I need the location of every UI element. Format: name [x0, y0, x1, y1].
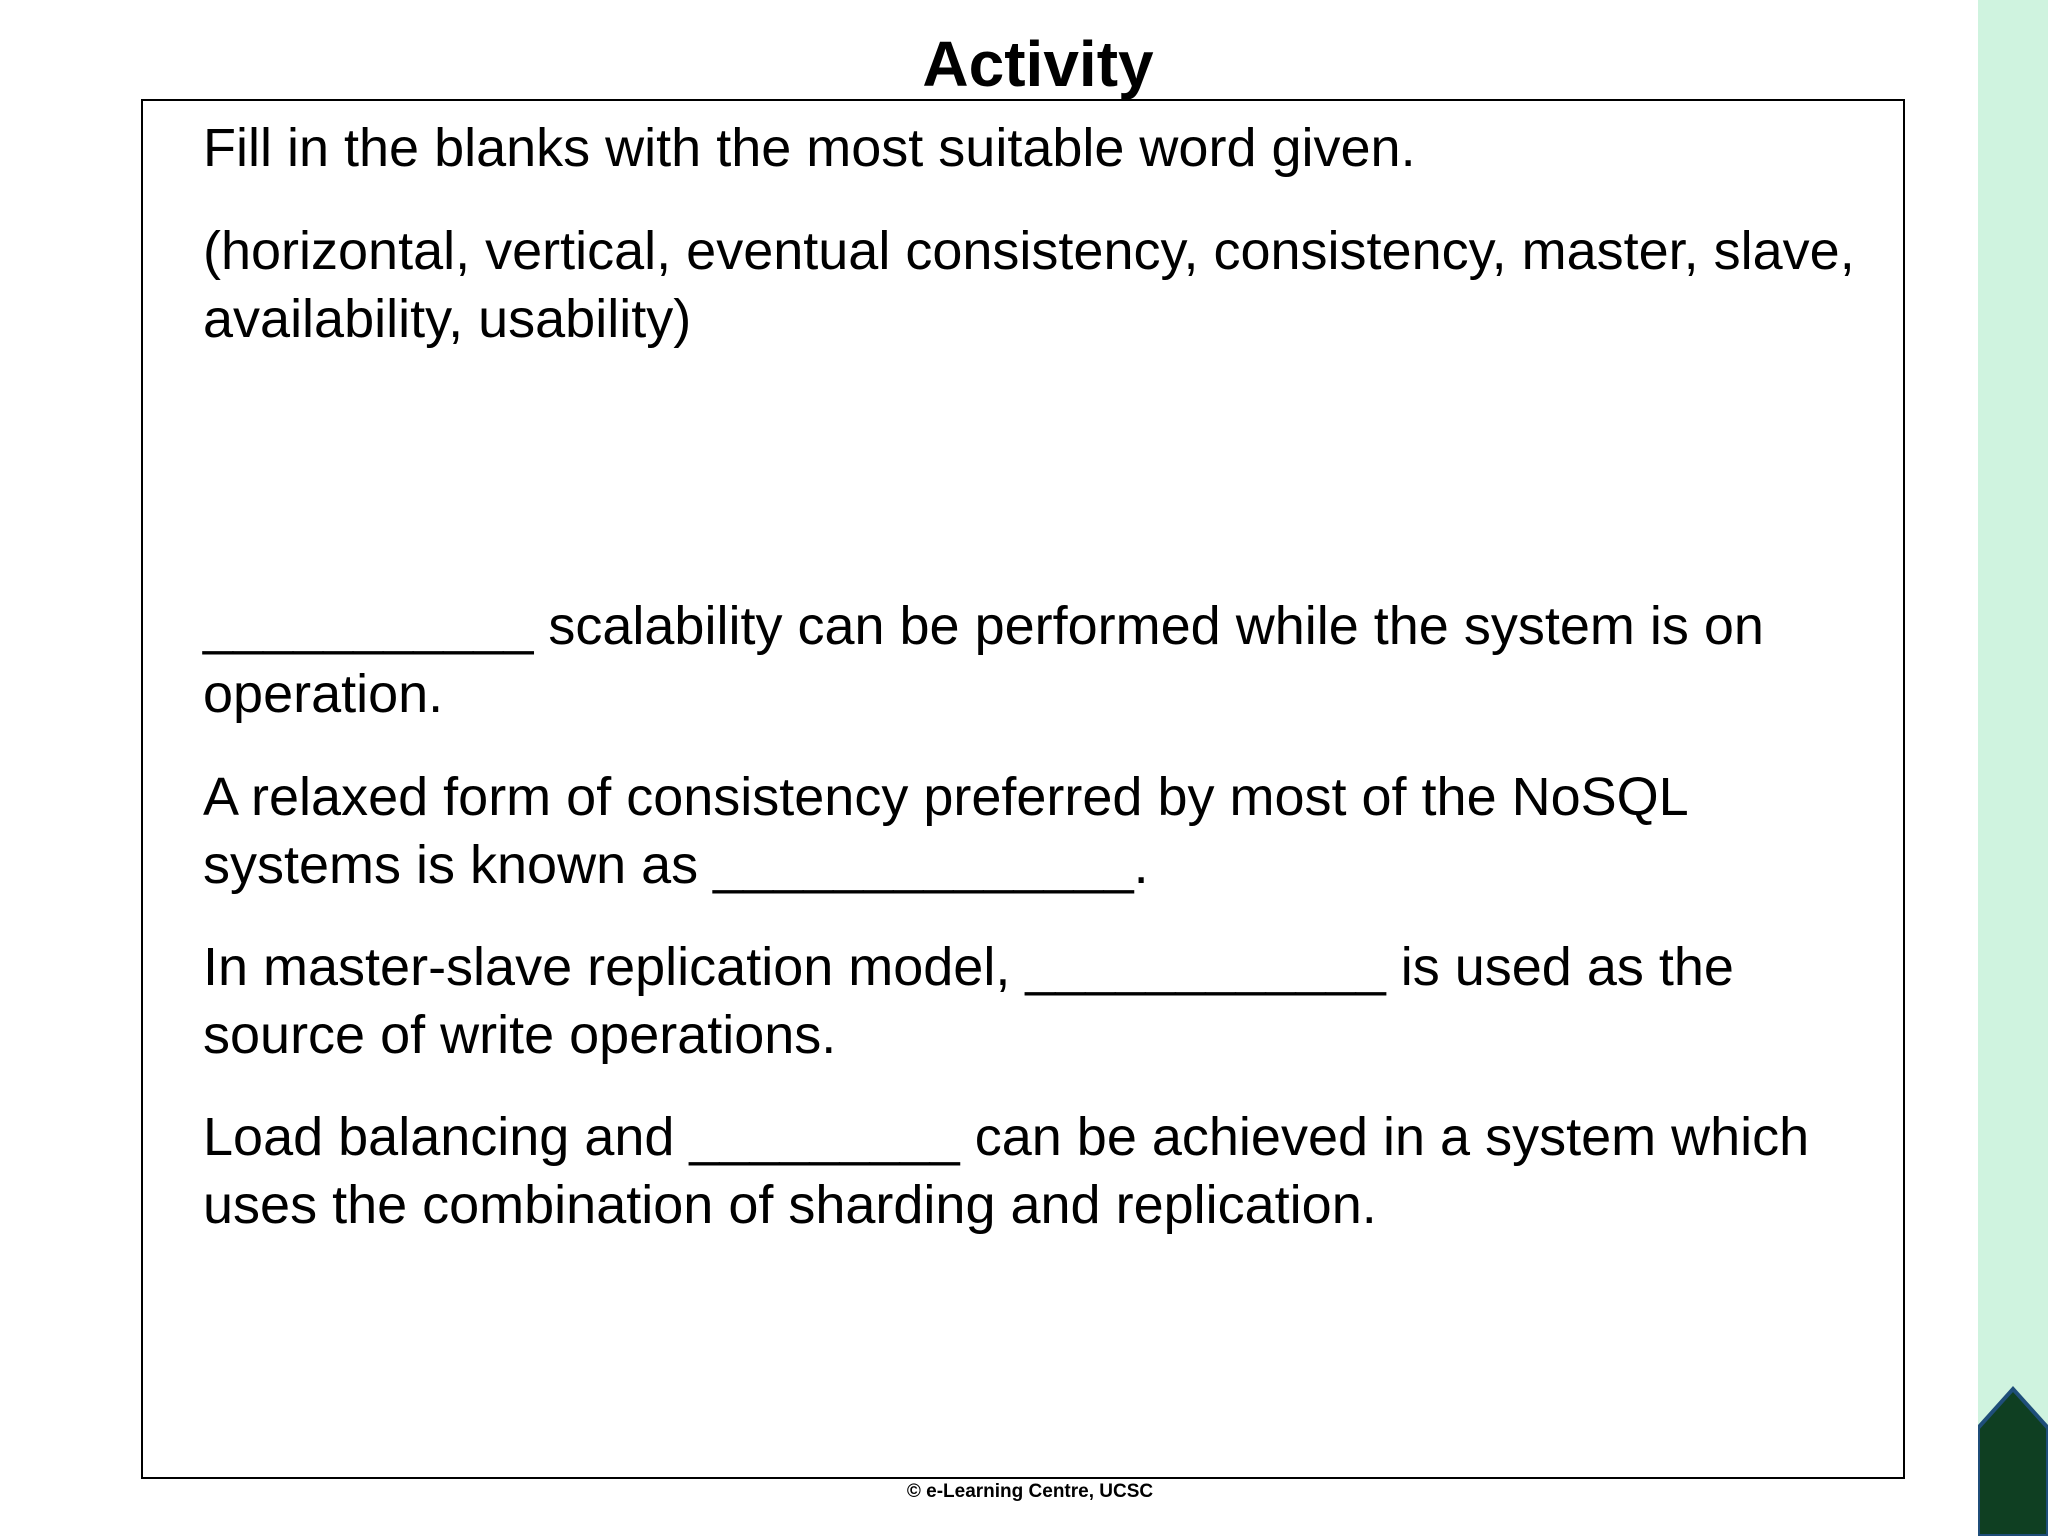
- activity-content-box: [141, 99, 1905, 1479]
- up-arrow-icon[interactable]: [1978, 1386, 2048, 1536]
- side-decoration-bar: [1978, 0, 2048, 1536]
- question-1: ___________ scalability can be performed while the system is on operation.: [203, 596, 1764, 724]
- copyright-footer: © e-Learning Centre, UCSC: [906, 1481, 1154, 1502]
- instruction-text: Fill in the blanks with the most suitable word given.: [203, 118, 1416, 178]
- question-2: A relaxed form of consistency preferred by most of the NoSQL systems is known as ______________.: [203, 767, 1687, 895]
- question-4: Load balancing and _________ can be achieved in a system which uses the combination of sharding and replication.: [203, 1107, 1810, 1235]
- word-bank-text: (horizontal, vertical, eventual consistency, consistency, master, slave, availability, usability): [203, 221, 1855, 349]
- slide-title: Activity: [922, 28, 1154, 100]
- question-3: In master-slave replication model, ____________ is used as the source of write operations.: [203, 937, 1734, 1065]
